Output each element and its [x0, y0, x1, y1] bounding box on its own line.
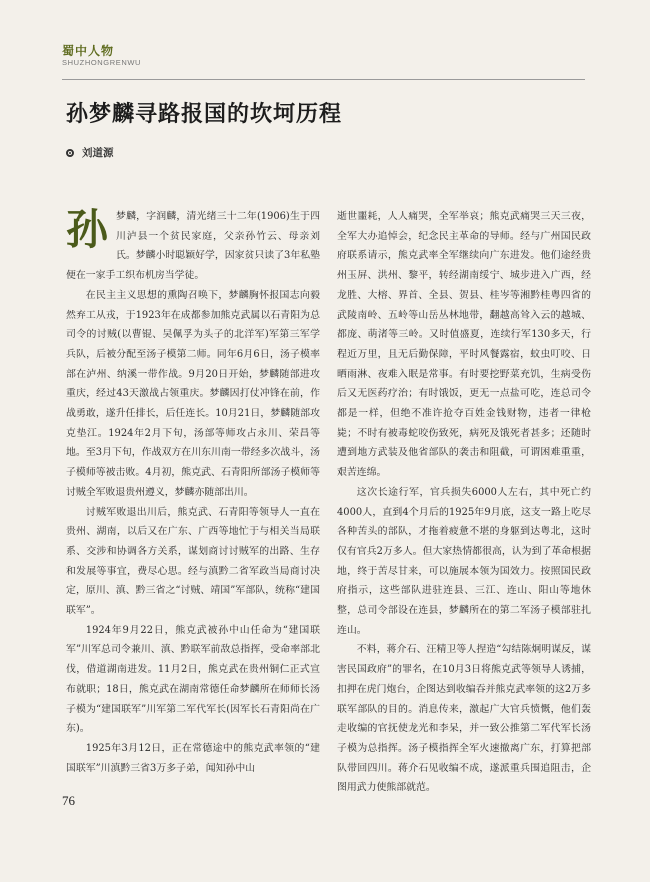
author-name: 刘道源 — [82, 147, 114, 159]
author-line — [66, 145, 114, 160]
paragraph: 1924年9月22日，熊克武被孙中山任命为“建国联军”川军总司令兼川、滇、黔联军前敌总指挥，受命率部北伐，借道湖南进发。11月2日，熊克武在贵州铜仁正式宣布就职；18日，熊克武在湖南常德任命梦麟所在师师长汤子模为“建国联军”川军第二军代军长(因军长石青阳尚在广东)。 — [66, 624, 320, 735]
bullet-icon — [66, 149, 74, 157]
paragraph: 讨贼军败退出川后，熊克武、石青阳等领导人一直在贵州、湖南，以后又在广东、广西等地忙于与相关当局联系、交涉和协调各方关系，谋划商讨讨贼军的出路、生存和发展等事宜，费尽心思。经与滇黔二省军政当局商讨决定，原川、滇、黔三省之“讨贼、靖国”军部队，统称“建国联军”。 — [66, 506, 320, 617]
paragraph: 在民主主义思想的熏陶召唤下，梦麟胸怀报国志向毅然弃工从戎，于1923年在成都参加熊克武属以石青阳为总司令的讨贼(以曹锟、吴佩孚为头子的北洋军)军第三军学兵队，后被分配至汤子模第二师。同年6月6日，汤子模率部在泸州、纳溪一带作战。9月20日开始，梦麟随部进攻重庆，经过43天激战占领重庆。梦麟因打仗冲锋在前，作战勇敢，遂升任排长，后任连长。10月21日，梦麟随部攻克垫江。1924年2月下旬，汤部等师攻占永川、荣昌等地。至3月下旬，作战双方在川东川南一带经多次战斗，汤子模师等被击败。4月初，熊克武、石青阳所部汤子模师等讨贼全军败退贵州遵义，梦麟亦随部出川。 — [66, 289, 320, 498]
paragraph: 这次长途行军，官兵损失6000人左右，其中死亡约4000人，直到4个月后的1925年9月底，这支一路上吃尽各种苦头的部队，才拖着疲惫不堪的身躯到达粤北，这时仅有官兵2万多人。但大家热情都很高，认为到了革命根据地，终于苦尽甘来，可以施展本领为国效力。按照国民政府指示，这些部队进驻连县、三江、连山、阳山等地休整，总司令部设在连县，梦麟所在的第二军汤子模部驻扎连山。 — [337, 486, 591, 636]
paragraph: 1925年3月12日，正在常德途中的熊克武率领的“建国联军”川滇黔三省3万多子弟，闻知孙中山 — [66, 742, 320, 774]
header-divider — [62, 79, 585, 80]
left-column — [66, 207, 320, 778]
paragraph: 逝世噩耗，人人痛哭，全军举哀；熊克武痛哭三天三夜，全军大办追悼会，纪念民主革命的导师。经与广州国民政府联系请示，熊克武率全军继续向广东进发。他们途经贵州玉屏、洪州、黎平，转经湖南绥宁、城步进入广西，经龙胜、大榕、界首、全县、贺县、桂岑等湘黔桂粤四省的武陵南岭、五岭等山岳丛林地带，翻越高耸入云的越城、都庞、萌渚等三岭。又时值盛夏，连续行军130多天，行程近万里，且无后勤保障，平时风餐露宿，蚊虫叮咬、日晒雨淋、夜难入眠是常事。有时要挖野菜充饥，生病受伤后又无医药疗治；有时饿饭，更无一点盐可吃，连总司令都是一样，但绝不准许抢夺百姓金钱财物，违者一律枪毙；不时有被毒蛇咬伤致死，病死及饿死者甚多；还随时遭到地方武装及他省部队的袭击和阻截，可谓困难重重，艰苦连绵。 — [337, 211, 591, 479]
page-number: 76 — [62, 793, 75, 808]
paragraph — [66, 207, 320, 286]
paragraph-text: 梦麟，字润麟，清光绪三十二年(1906)生于四川泸县一个贫民家庭，父亲孙竹云、母亲刘氏。梦麟小时聪颖好学，因家贫只读了3年私塾便在一家手工织布机房当学徒。 — [66, 211, 320, 282]
section-subtitle: SHUZHONGRENWU — [62, 58, 142, 67]
paragraph: 不料，蒋介石、汪精卫等人捏造“勾结陈炯明谋反，谋害民国政府”的罪名，在10月3日将熊克武等领导人诱捕，扣押在虎门炮台，企图达到收编吞并熊克武率领的这2万多联军部队的目的。消息传来，激起广大官兵愤慨，他们轰走收编的官抚使龙光和李呆，并一致公推第二军代军长汤子模为总指挥。汤子模指挥全军火速撤离广东，打算把部队带回四川。蒋介石见收编不成，遂派重兵围追阻击，企图用武力使熊部就范。 — [337, 644, 591, 794]
article-title: 孙梦麟寻路报国的坎坷历程 — [66, 102, 343, 127]
right-column — [337, 207, 591, 798]
section-title: 蜀中人物 — [62, 44, 115, 58]
drop-cap: 孙 — [66, 205, 109, 254]
